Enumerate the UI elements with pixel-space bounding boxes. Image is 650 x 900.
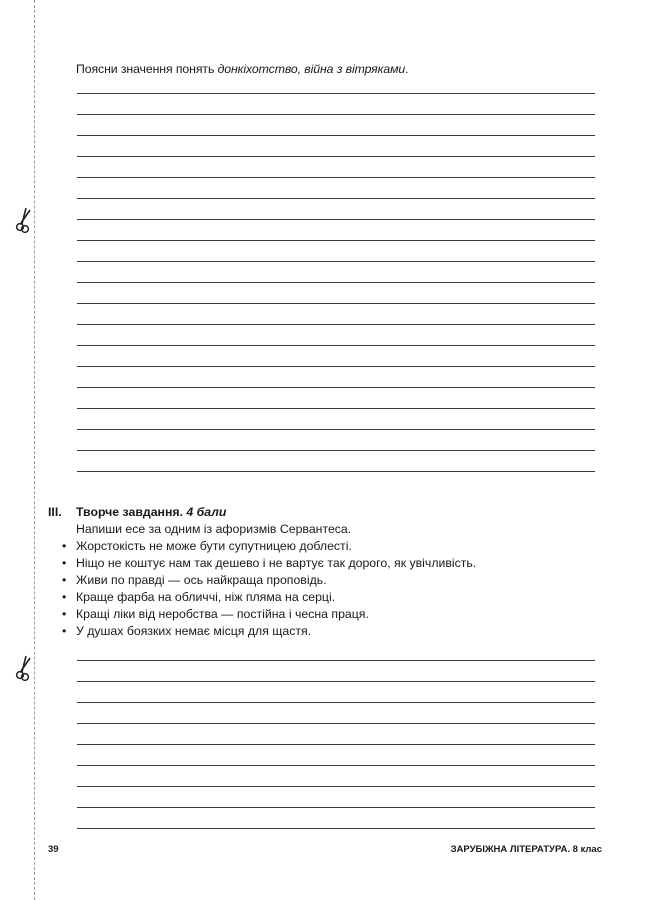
- answer-line[interactable]: [77, 450, 595, 451]
- bullet-icon: •: [62, 556, 67, 570]
- answer-line[interactable]: [77, 240, 595, 241]
- scissors-icon: [13, 206, 35, 234]
- aphorism-item: [62, 607, 476, 624]
- answer-line[interactable]: [77, 219, 595, 220]
- answer-line[interactable]: [77, 765, 595, 766]
- aphorism-text: Жорстокість не може бути супутницею доблесті.: [76, 539, 352, 553]
- answer-line[interactable]: [77, 429, 595, 430]
- prompt-terms: донкіхотство, війна з вітряками: [217, 62, 406, 76]
- aphorism-text: Кращі ліки від неробства — постійна і чесна праця.: [76, 607, 369, 621]
- section-number: III.: [48, 505, 62, 519]
- answer-line[interactable]: [77, 135, 595, 136]
- task-text: Напиши есе за одним із афоризмів Сервантеса.: [76, 522, 352, 536]
- answer-line[interactable]: [77, 387, 595, 388]
- answer-line[interactable]: [77, 303, 595, 304]
- bullet-icon: •: [62, 573, 67, 587]
- answer-line[interactable]: [77, 681, 595, 682]
- aphorism-item: [62, 590, 476, 607]
- task-prompt: [76, 62, 409, 76]
- section-points: 4 бали: [186, 505, 227, 519]
- answer-line[interactable]: [77, 282, 595, 283]
- page-number: 39: [48, 844, 59, 855]
- answer-line[interactable]: [77, 114, 595, 115]
- answer-line[interactable]: [77, 198, 595, 199]
- answer-line[interactable]: [77, 471, 595, 472]
- answer-line[interactable]: [77, 156, 595, 157]
- answer-line[interactable]: [77, 366, 595, 367]
- answer-line[interactable]: [77, 408, 595, 409]
- answer-line[interactable]: [77, 660, 595, 661]
- answer-line[interactable]: [77, 177, 595, 178]
- aphorism-item: [62, 556, 476, 573]
- answer-line[interactable]: [77, 786, 595, 787]
- prompt-lead: Поясни значення понять: [76, 62, 218, 76]
- aphorism-list: [62, 539, 476, 641]
- answer-line[interactable]: [77, 324, 595, 325]
- answer-line[interactable]: [77, 723, 595, 724]
- prompt-end: .: [405, 62, 409, 76]
- aphorism-text: У душах боязких немає місця для щастя.: [76, 624, 312, 638]
- section-title: Творче завдання.: [76, 505, 183, 519]
- aphorism-text: Ніщо не коштує нам так дешево і не вартує так дорого, як увічливість.: [76, 556, 477, 570]
- answer-line[interactable]: [77, 345, 595, 346]
- aphorism-text: Краще фарба на обличчі, ніж пляма на серці.: [76, 590, 336, 604]
- book-title: ЗАРУБІЖНА ЛІТЕРАТУРА. 8 клас: [450, 844, 602, 855]
- answer-line[interactable]: [77, 702, 595, 703]
- scissors-icon: [13, 654, 35, 682]
- answer-line[interactable]: [77, 807, 595, 808]
- bullet-icon: •: [62, 607, 67, 621]
- answer-line[interactable]: [77, 828, 595, 829]
- bullet-icon: •: [62, 539, 67, 553]
- answer-line[interactable]: [77, 261, 595, 262]
- aphorism-item: [62, 573, 476, 590]
- cut-line: [34, 0, 35, 900]
- bullet-icon: •: [62, 590, 67, 604]
- aphorism-item: [62, 624, 476, 641]
- answer-line[interactable]: [77, 93, 595, 94]
- aphorism-item: [62, 539, 476, 556]
- aphorism-text: Живи по правді — ось найкраща проповідь.: [76, 573, 327, 587]
- bullet-icon: •: [62, 624, 67, 638]
- answer-line[interactable]: [77, 744, 595, 745]
